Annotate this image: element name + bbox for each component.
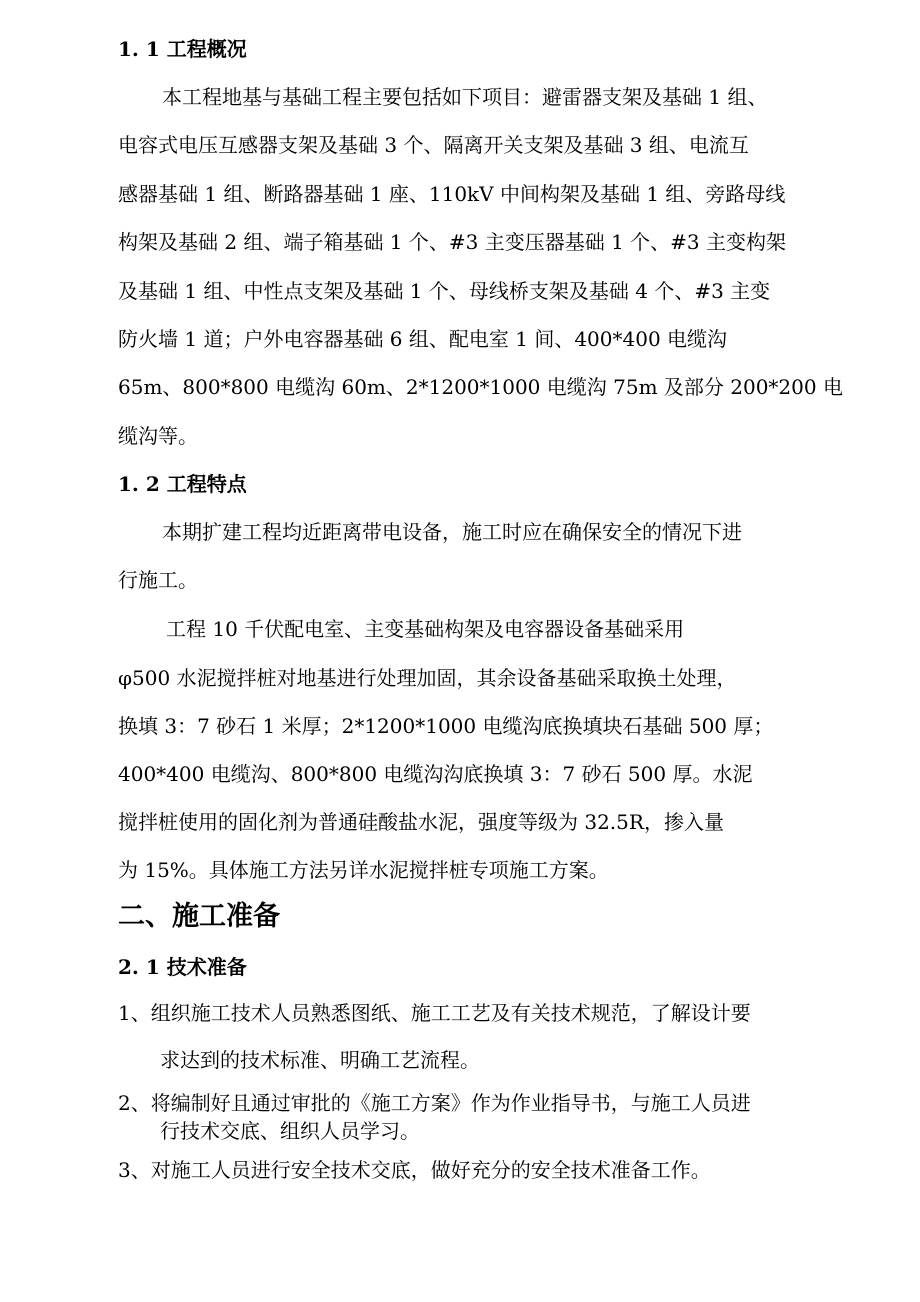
paragraph-line: 本工程地基与基础工程主要包括如下项目：避雷器支架及基础 1 组、 [162, 85, 768, 109]
paragraph-line: 400*400 电缆沟、800*800 电缆沟沟底换填 3：7 砂石 500 厚。水泥 [118, 762, 753, 786]
list-item-line: 行技术交底、组织人员学习。 [160, 1119, 420, 1143]
list-item-line: 3、对施工人员进行安全技术交底，做好充分的安全技术准备工作。 [118, 1158, 711, 1182]
paragraph-line: 防火墙 1 道；户外电容器基础 6 组、配电室 1 间、400*400 电缆沟 [118, 327, 728, 351]
paragraph-line: 本期扩建工程均近距离带电设备，施工时应在确保安全的情况下进 [162, 520, 742, 544]
paragraph-line: 换填 3：7 砂石 1 米厚；2*1200*1000 电缆沟底换填块石基础 500 厚； [118, 714, 774, 738]
chapter-2-heading: 二、施工准备 [118, 901, 280, 932]
paragraph-line: 工程 10 千伏配电室、主变基础构架及电容器设备基础采用 [166, 617, 685, 641]
paragraph-line: 感器基础 1 组、断路器基础 1 座、110kV 中间构架及基础 1 组、旁路母线 [118, 182, 786, 206]
paragraph-line: 电容式电压互感器支架及基础 3 个、隔离开关支架及基础 3 组、电流互 [118, 133, 749, 157]
paragraph-line: 搅拌桩使用的固化剂为普通硅酸盐水泥，强度等级为 32.5R，掺入量 [118, 810, 724, 834]
section-1-2-title: 1. 2 工程特点 [118, 472, 247, 496]
paragraph-line: 构架及基础 2 组、端子箱基础 1 个、#3 主变压器基础 1 个、#3 主变构架 [118, 230, 786, 254]
paragraph-line: 及基础 1 组、中性点支架及基础 1 个、母线桥支架及基础 4 个、#3 主变 [118, 279, 771, 303]
list-item-line: 2、将编制好且通过审批的《施工方案》作为作业指导书，与施工人员进 [118, 1091, 751, 1115]
paragraph-line: φ500 水泥搅拌桩对地基进行处理加固，其余设备基础采取换土处理， [118, 666, 737, 690]
section-1-1-title: 1. 1 工程概况 [118, 37, 247, 61]
list-item-line: 1、组织施工技术人员熟悉图纸、施工工艺及有关技术规范，了解设计要 [118, 1001, 751, 1025]
paragraph-line: 65m、800*800 电缆沟 60m、2*1200*1000 电缆沟 75m 及部分 200*200 电 [118, 375, 843, 399]
section-2-1-title: 2. 1 技术准备 [118, 955, 247, 979]
paragraph-line: 为 15%。具体施工方法另详水泥搅拌桩专项施工方案。 [118, 858, 609, 882]
paragraph-line: 缆沟等。 [118, 424, 198, 448]
paragraph-line: 行施工。 [118, 568, 198, 592]
list-item-line: 求达到的技术标准、明确工艺流程。 [160, 1048, 480, 1072]
